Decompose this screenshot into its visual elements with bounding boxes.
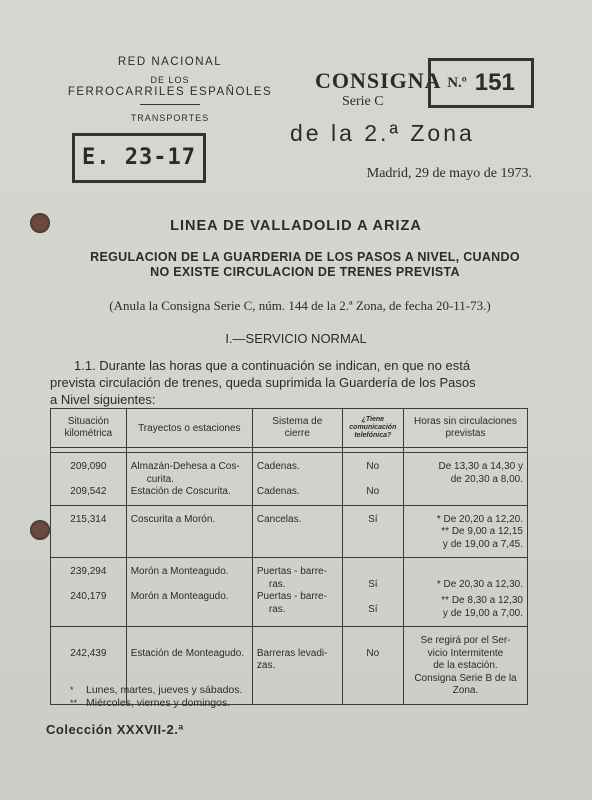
horas-cell: * De 20,30 a 12,30. ** De 8,30 a 12,30 y de 19,00 a 7,00. [403,558,527,627]
annulment-note: (Anula la Consigna Serie C, núm. 144 de la 2.ª Zona, de fecha 20-11-73.) [109,298,491,313]
footnote-1 [70,684,242,697]
table-row [51,453,528,506]
telefono-cell: No No [342,453,403,506]
punch-hole-bottom [30,520,50,540]
org-line-1: RED NACIONAL [117,56,223,68]
footnote-mark: * [70,685,74,695]
date-line: Madrid, 29 de mayo de 1973. [366,166,532,181]
table-row [51,558,528,627]
serie-label: Serie C [342,94,384,109]
footnotes [70,684,242,710]
header-situacion: Situación kilométrica [51,409,127,448]
organization-name [60,52,280,72]
org-line-3: FERROCARRILES ESPAÑOLES [67,86,273,98]
zona-label: de la 2.ª Zona [290,120,475,146]
footnote-text: Miércoles, viernes y domingos. [86,697,231,709]
header-sistema: Sistema de cierre [252,409,342,448]
paragraph-line-2: prevista circulación de trenes, queda suprimida la Guardería de los Pasos [50,375,476,390]
footnote-mark: ** [70,698,78,708]
telefono-cell: Sí [342,505,403,558]
section-heading: I.—SERVICIO NORMAL [225,331,367,346]
header-telefono: ¿Tiene comunicación telefónica? [342,409,403,448]
subtitle-line-2: NO EXISTE CIRCULACION DE TRENES PREVISTA [150,265,460,279]
consigna-title: CONSIGNA [315,68,442,93]
trayecto-cell: Estación de Monteagudo. [126,627,252,705]
sistema-cell: Cancelas. [252,505,342,558]
paragraph-line-1: 1.1. Durante las horas que a continuación se indican, en que no está [74,358,471,373]
sistema-cell: Puertas - barre- ras. Puertas - barre- ras. [252,558,342,627]
org-line-3-wrap [60,82,280,102]
org-line-2: DE LOS [150,75,190,85]
paragraph-line-3: a Nivel siguientes: [50,392,156,407]
table-row [51,505,528,558]
consigna-number-box [428,58,534,108]
telefono-cell: No [342,627,403,705]
trayecto-cell: Almazán-Dehesa a Cos- curita. Estación de Coscurita. [126,453,252,506]
horas-cell: Se regirá por el Ser- vicio Intermitente de la estación. Consigna Serie B de la Zona. [403,627,527,705]
sistema-cell: Cadenas. Cadenas. [252,453,342,506]
sistema-cell: Barreras levadi- zas. [252,627,342,705]
number-value: 151 [474,69,515,96]
footnote-text: Lunes, martes, jueves y sábados. [86,684,243,696]
document-code: E. 23-17 [72,133,206,183]
km-cell: 242,439 [51,627,127,705]
intro-paragraph [50,357,535,408]
org-divider [140,104,200,105]
table-header-row [51,409,528,448]
regulation-subtitle [60,250,550,280]
trayecto-cell: Coscurita a Morón. [126,505,252,558]
header-trayectos: Trayectos o estaciones [126,409,252,448]
line-title: LINEA DE VALLADOLID A ARIZA [170,218,422,234]
km-cell: 239,294 240,179 [51,558,127,627]
horas-cell: De 13,30 a 14,30 y de 20,30 a 8,00. [403,453,527,506]
trayecto-cell: Morón a Monteagudo. Morón a Monteagudo. [126,558,252,627]
number-label: N.º [447,74,467,91]
km-cell: 209,090 209,542 [51,453,127,506]
department-label: TRANSPORTES [130,113,210,123]
header-horas: Horas sin circulaciones previstas [403,409,527,448]
level-crossing-table [50,408,528,705]
subtitle-line-1: REGULACION DE LA GUARDERIA DE LOS PASOS A NIVEL, CUANDO [90,250,520,264]
collection-label: Colección XXXVII-2.ª [46,722,184,737]
footnote-2 [70,697,242,710]
horas-cell: * De 20,20 a 12,20. ** De 9,00 a 12,15 y de 19,00 a 7,45. [403,505,527,558]
telefono-cell: Sí Sí [342,558,403,627]
km-cell: 215,314 [51,505,127,558]
